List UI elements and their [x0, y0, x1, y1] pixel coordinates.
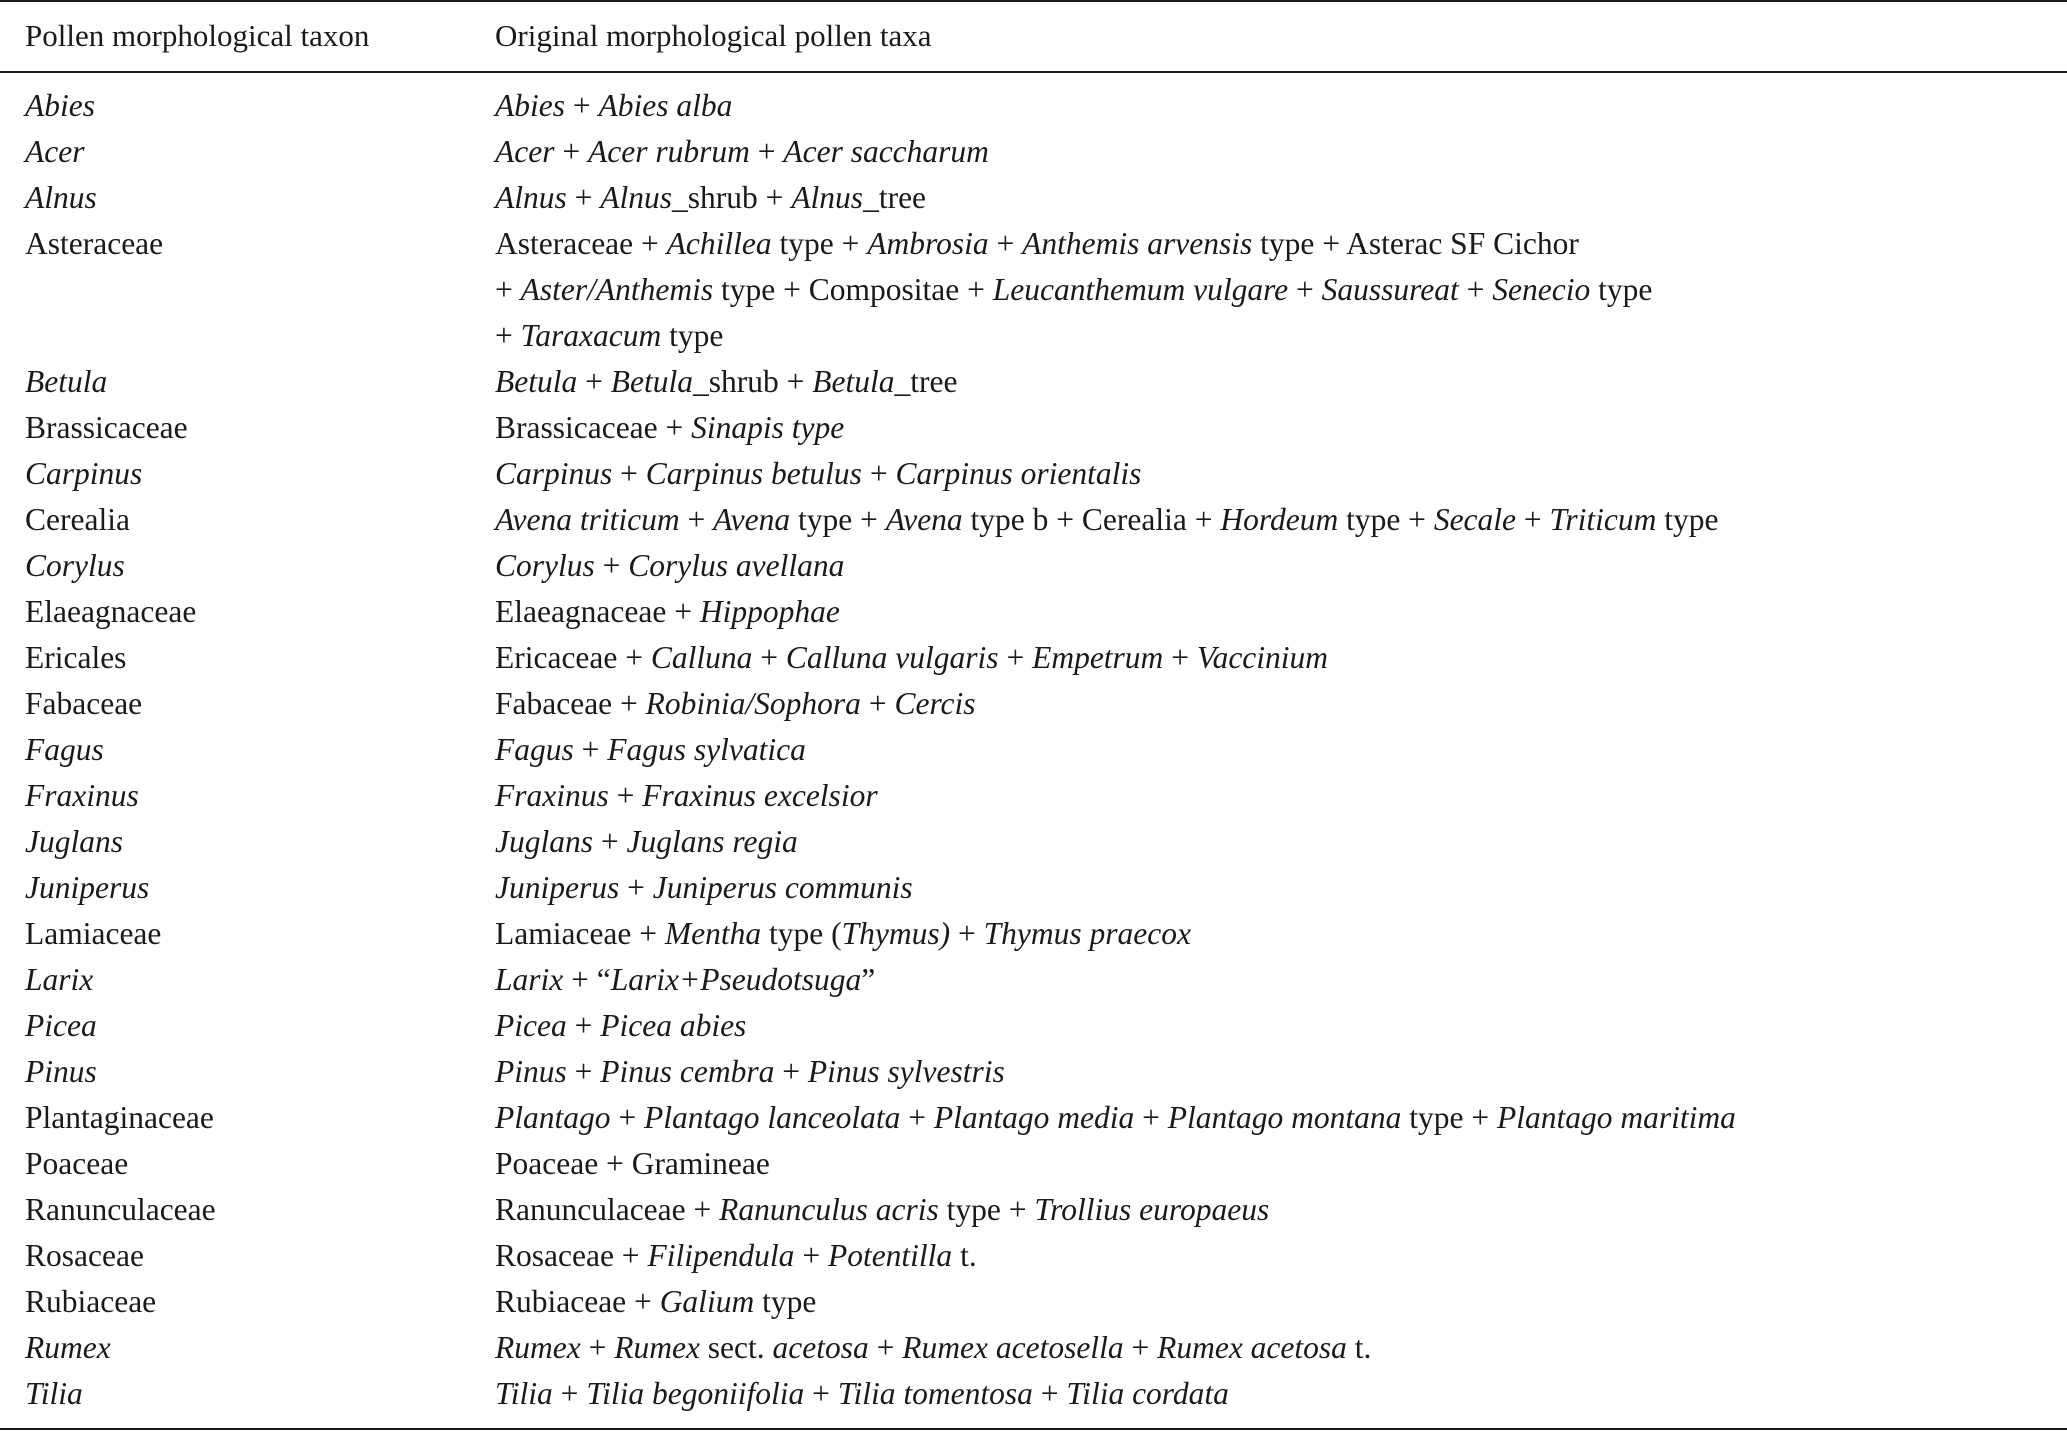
- taxon-cell: Carpinus: [25, 456, 143, 491]
- cell-line: Fagus + Fagus sylvatica: [495, 732, 806, 767]
- original-taxa-cell: [495, 405, 2055, 451]
- cell-line: + Taraxacum type: [495, 318, 724, 353]
- original-taxa-cell: [495, 727, 2055, 773]
- cell-line: Juniperus + Juniperus communis: [495, 870, 913, 905]
- taxon-cell: Tilia: [25, 1376, 83, 1411]
- cell-line: Plantago + Plantago lanceolata + Plantago media + Plantago montana type + Plantago maritima: [495, 1100, 1736, 1135]
- original-taxa-cell: [495, 175, 2055, 221]
- cell-line: Acer + Acer rubrum + Acer saccharum: [495, 134, 989, 169]
- cell-line: Elaeagnaceae + Hippophae: [495, 594, 840, 629]
- table-row: [0, 635, 2067, 681]
- original-taxa-cell: [495, 1187, 2055, 1233]
- cell-line: Carpinus + Carpinus betulus + Carpinus orientalis: [495, 456, 1142, 491]
- cell-line: Corylus + Corylus avellana: [495, 548, 845, 583]
- table-row: [0, 1003, 2067, 1049]
- taxon-cell: Ranunculaceae: [25, 1192, 216, 1227]
- cell-line: Lamiaceae + Mentha type (Thymus) + Thymus praecox: [495, 916, 1191, 951]
- taxon-cell: Plantaginaceae: [25, 1100, 214, 1135]
- cell-line: Abies + Abies alba: [495, 88, 733, 123]
- table-row: [0, 1371, 2067, 1417]
- taxon-cell: Elaeagnaceae: [25, 594, 197, 629]
- cell-line: Tilia + Tilia begoniifolia + Tilia tomentosa + Tilia cordata: [495, 1376, 1229, 1411]
- original-taxa-cell: [495, 129, 2055, 175]
- original-taxa-cell: [495, 819, 2055, 865]
- taxon-cell: Poaceae: [25, 1146, 129, 1181]
- table-row: [0, 543, 2067, 589]
- table-row: [0, 1233, 2067, 1279]
- taxon-cell: Larix: [25, 962, 94, 997]
- taxon-cell: Cerealia: [25, 502, 130, 537]
- taxon-cell: Rosaceae: [25, 1238, 144, 1273]
- table-row: [0, 1279, 2067, 1325]
- table-row: [0, 911, 2067, 957]
- original-taxa-cell: [495, 1325, 2055, 1371]
- taxon-cell: Corylus: [25, 548, 125, 583]
- taxon-cell: Fabaceae: [25, 686, 143, 721]
- taxon-cell: Abies: [25, 88, 95, 123]
- taxon-cell: Betula: [25, 364, 108, 399]
- table-row: [0, 1187, 2067, 1233]
- cell-line: Juglans + Juglans regia: [495, 824, 798, 859]
- taxon-cell: Rumex: [25, 1330, 111, 1365]
- table-body: [0, 83, 2067, 1417]
- original-taxa-cell: [495, 773, 2055, 819]
- taxon-cell: Lamiaceae: [25, 916, 162, 951]
- cell-line: Rumex + Rumex sect. acetosa + Rumex acetosella + Rumex acetosa t.: [495, 1330, 1372, 1365]
- original-taxa-cell: [495, 221, 2055, 359]
- cell-line: Rosaceae + Filipendula + Potentilla t.: [495, 1238, 977, 1273]
- table-row: [0, 773, 2067, 819]
- table-row: [0, 359, 2067, 405]
- table-row: [0, 175, 2067, 221]
- taxon-cell: Picea: [25, 1008, 97, 1043]
- original-taxa-cell: [495, 635, 2055, 681]
- cell-line: Fraxinus + Fraxinus excelsior: [495, 778, 878, 813]
- taxon-cell: Asteraceae: [25, 226, 164, 261]
- cell-line: Picea + Picea abies: [495, 1008, 747, 1043]
- header-rule: [0, 71, 2067, 73]
- table-row: [0, 865, 2067, 911]
- bottom-rule: [0, 1428, 2067, 1430]
- table-row: [0, 129, 2067, 175]
- original-taxa-cell: [495, 957, 2055, 1003]
- taxon-cell: Fagus: [25, 732, 104, 767]
- cell-line: Poaceae + Gramineae: [495, 1146, 770, 1181]
- cell-line: Alnus + Alnus_shrub + Alnus_tree: [495, 180, 927, 215]
- taxon-cell: Acer: [25, 134, 85, 169]
- top-rule: [0, 0, 2067, 2]
- table-row: [0, 221, 2067, 359]
- cell-line: Brassicaceae + Sinapis type: [495, 410, 845, 445]
- table-row: [0, 1325, 2067, 1371]
- original-taxa-cell: [495, 1279, 2055, 1325]
- table-row: [0, 589, 2067, 635]
- taxon-cell: Alnus: [25, 180, 97, 215]
- header-original-taxa: Original morphological pollen taxa: [495, 18, 932, 53]
- table-row: [0, 1095, 2067, 1141]
- original-taxa-cell: [495, 1141, 2055, 1187]
- cell-line: Ranunculaceae + Ranunculus acris type + Trollius europaeus: [495, 1192, 1270, 1227]
- original-taxa-cell: [495, 1095, 2055, 1141]
- table-row: [0, 451, 2067, 497]
- original-taxa-cell: [495, 1371, 2055, 1417]
- original-taxa-cell: [495, 589, 2055, 635]
- original-taxa-cell: [495, 911, 2055, 957]
- original-taxa-cell: [495, 83, 2055, 129]
- cell-line: Asteraceae + Achillea type + Ambrosia + Anthemis arvensis type + Asterac SF Cichor: [495, 226, 1579, 261]
- original-taxa-cell: [495, 865, 2055, 911]
- original-taxa-cell: [495, 681, 2055, 727]
- table-row: [0, 819, 2067, 865]
- cell-line: Ericaceae + Calluna + Calluna vulgaris + Empetrum + Vaccinium: [495, 640, 1329, 675]
- original-taxa-cell: [495, 1233, 2055, 1279]
- taxon-cell: Juglans: [25, 824, 123, 859]
- original-taxa-cell: [495, 543, 2055, 589]
- table-row: [0, 1049, 2067, 1095]
- taxon-cell: Brassicaceae: [25, 410, 188, 445]
- cell-line: Rubiaceae + Galium type: [495, 1284, 817, 1319]
- table-row: [0, 1141, 2067, 1187]
- table-header: [0, 11, 2067, 61]
- original-taxa-cell: [495, 359, 2055, 405]
- original-taxa-cell: [495, 1003, 2055, 1049]
- cell-line: Larix + “Larix+Pseudotsuga”: [495, 962, 876, 997]
- cell-line: Betula + Betula_shrub + Betula_tree: [495, 364, 958, 399]
- table-row: [0, 727, 2067, 773]
- taxon-cell: Rubiaceae: [25, 1284, 157, 1319]
- cell-line: Pinus + Pinus cembra + Pinus sylvestris: [495, 1054, 1005, 1089]
- taxon-cell: Pinus: [25, 1054, 97, 1089]
- taxon-cell: Fraxinus: [25, 778, 139, 813]
- taxon-cell: Juniperus: [25, 870, 150, 905]
- header-taxon: Pollen morphological taxon: [25, 18, 370, 53]
- original-taxa-cell: [495, 497, 2055, 543]
- cell-line: + Aster/Anthemis type + Compositae + Leucanthemum vulgare + Saussureat + Senecio type: [495, 272, 1653, 307]
- cell-line: Avena triticum + Avena type + Avena type b + Cerealia + Hordeum type + Secale + Triticum type: [495, 502, 1719, 537]
- taxon-cell: Ericales: [25, 640, 127, 675]
- original-taxa-cell: [495, 1049, 2055, 1095]
- table-row: [0, 83, 2067, 129]
- table-row: [0, 681, 2067, 727]
- table-row: [0, 405, 2067, 451]
- cell-line: Fabaceae + Robinia/Sophora + Cercis: [495, 686, 976, 721]
- table-row: [0, 957, 2067, 1003]
- table-row: [0, 497, 2067, 543]
- original-taxa-cell: [495, 451, 2055, 497]
